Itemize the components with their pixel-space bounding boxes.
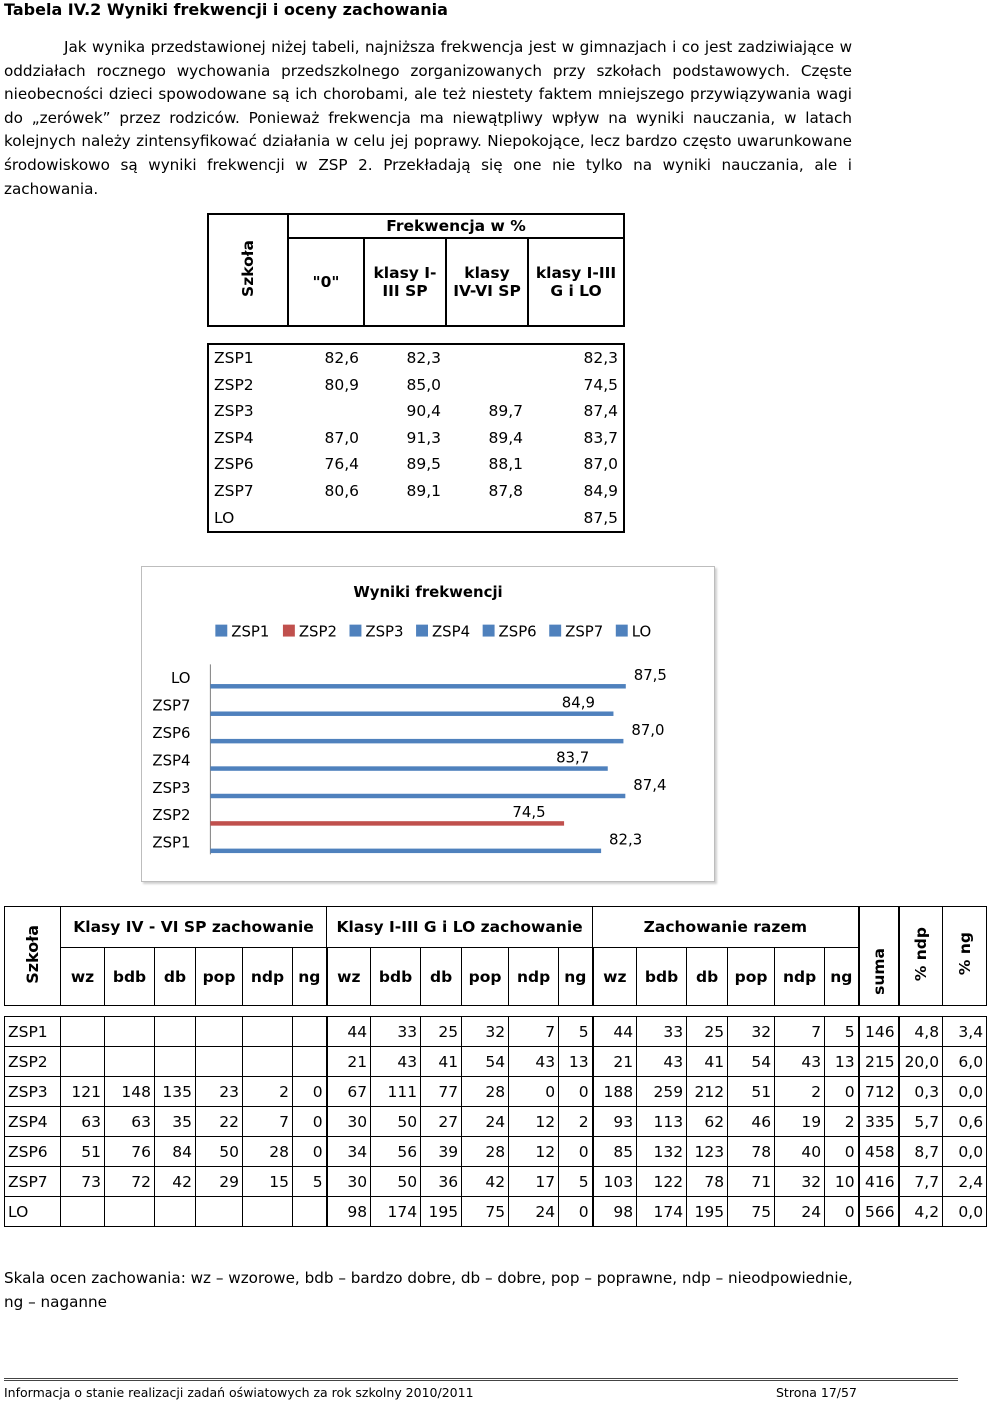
category-label: ZSP7 bbox=[152, 696, 191, 715]
behaviour-value: 5 bbox=[293, 1167, 327, 1197]
behaviour-value: 32 bbox=[728, 1017, 775, 1047]
footer-title: Informacja o stanie realizacji zadań oświatowych za rok szkolny 2010/2011 bbox=[4, 1385, 474, 1400]
school-name: ZSP7 bbox=[214, 481, 254, 500]
behaviour-value: 4,8 bbox=[899, 1017, 943, 1047]
pct-ng-header: % ng bbox=[955, 932, 974, 976]
behaviour-value: 2 bbox=[775, 1077, 825, 1107]
behaviour-value: 712 bbox=[859, 1077, 899, 1107]
behaviour-value: 21 bbox=[327, 1047, 371, 1077]
behaviour-value: 28 bbox=[462, 1077, 509, 1107]
legend-label: ZSP1 bbox=[231, 622, 270, 641]
behaviour-value: 32 bbox=[462, 1017, 509, 1047]
behaviour-value: 51 bbox=[61, 1137, 105, 1167]
behaviour-value: 77 bbox=[421, 1077, 462, 1107]
behaviour-value: 72 bbox=[105, 1167, 155, 1197]
behaviour-value: 3,4 bbox=[943, 1017, 987, 1047]
group-header-i-iii: Klasy I-III G i LO zachowanie bbox=[327, 907, 593, 948]
attendance-row bbox=[208, 372, 624, 399]
behaviour-value: 0 bbox=[559, 1137, 593, 1167]
attendance-value: 87,0 bbox=[324, 428, 359, 447]
behaviour-value: 195 bbox=[687, 1197, 728, 1227]
behaviour-value: 40 bbox=[775, 1137, 825, 1167]
behaviour-value: 54 bbox=[462, 1047, 509, 1077]
legend-swatch bbox=[549, 625, 561, 637]
behaviour-row bbox=[5, 1047, 987, 1077]
school-name: ZSP4 bbox=[5, 1107, 61, 1137]
attendance-row bbox=[208, 478, 624, 505]
category-label: LO bbox=[171, 669, 191, 688]
behaviour-value: 13 bbox=[825, 1047, 859, 1077]
behaviour-value: 51 bbox=[728, 1077, 775, 1107]
bar-value-label: 82,3 bbox=[609, 830, 643, 849]
behaviour-value: 36 bbox=[421, 1167, 462, 1197]
legend-label: ZSP3 bbox=[365, 622, 404, 641]
pct-ndp-header-cell bbox=[899, 907, 943, 1006]
behaviour-value: 123 bbox=[687, 1137, 728, 1167]
behaviour-value: 0,0 bbox=[943, 1197, 987, 1227]
legend-swatch bbox=[616, 625, 628, 637]
bar-value-label: 83,7 bbox=[556, 748, 590, 767]
behaviour-value bbox=[61, 1017, 105, 1047]
behaviour-value: 43 bbox=[509, 1047, 559, 1077]
behaviour-value: 54 bbox=[728, 1047, 775, 1077]
bar-value-label: 87,0 bbox=[631, 720, 665, 739]
behaviour-row bbox=[5, 1017, 987, 1047]
behaviour-value: 111 bbox=[371, 1077, 421, 1107]
school-name: ZSP2 bbox=[5, 1047, 61, 1077]
behaviour-value: 30 bbox=[327, 1107, 371, 1137]
grade-scale-note: Skala ocen zachowania: wz – wzorowe, bdb – bardzo dobre, db – dobre, pop – poprawne, ndp – nieodpowiednie, ng – naganne bbox=[4, 1269, 853, 1311]
grade-header: ndp bbox=[243, 948, 293, 1006]
attendance-value: 82,3 bbox=[583, 349, 618, 367]
behaviour-value: 121 bbox=[61, 1077, 105, 1107]
school-header-cell bbox=[208, 214, 288, 326]
school-name: ZSP6 bbox=[5, 1137, 61, 1167]
behaviour-value: 174 bbox=[637, 1197, 687, 1227]
attendance-value bbox=[446, 344, 528, 372]
behaviour-value: 33 bbox=[637, 1017, 687, 1047]
behaviour-value bbox=[196, 1047, 243, 1077]
attendance-value: 85,0 bbox=[406, 375, 441, 394]
behaviour-value: 46 bbox=[728, 1107, 775, 1137]
behaviour-value: 174 bbox=[371, 1197, 421, 1227]
attendance-value: 82,6 bbox=[324, 349, 359, 367]
attendance-row bbox=[208, 398, 624, 425]
bar-value-label: 84,9 bbox=[561, 693, 595, 712]
bar bbox=[210, 849, 601, 853]
behaviour-value: 19 bbox=[775, 1107, 825, 1137]
behaviour-value bbox=[105, 1017, 155, 1047]
behaviour-value: 44 bbox=[593, 1017, 637, 1047]
attendance-row bbox=[208, 451, 624, 478]
behaviour-row bbox=[5, 1167, 987, 1197]
attendance-value: 80,9 bbox=[324, 375, 359, 394]
behaviour-value: 113 bbox=[637, 1107, 687, 1137]
legend-label: LO bbox=[631, 622, 652, 641]
behaviour-value bbox=[243, 1017, 293, 1047]
grade-header: db bbox=[687, 948, 728, 1006]
grade-header: wz bbox=[593, 948, 637, 1006]
behaviour-value: 0 bbox=[509, 1077, 559, 1107]
behaviour-value: 41 bbox=[687, 1047, 728, 1077]
behaviour-value: 2 bbox=[243, 1077, 293, 1107]
behaviour-value: 5 bbox=[559, 1167, 593, 1197]
behaviour-value: 32 bbox=[775, 1167, 825, 1197]
bar bbox=[210, 684, 625, 688]
behaviour-value bbox=[155, 1197, 196, 1227]
behaviour-value: 0 bbox=[293, 1077, 327, 1107]
school-name: ZSP1 bbox=[214, 349, 254, 367]
behaviour-value: 7 bbox=[243, 1107, 293, 1137]
school-name: ZSP4 bbox=[214, 428, 254, 447]
behaviour-value: 5 bbox=[825, 1017, 859, 1047]
attendance-value: 89,1 bbox=[406, 481, 441, 500]
behaviour-row bbox=[5, 1107, 987, 1137]
bar bbox=[210, 711, 613, 715]
legend-label: ZSP4 bbox=[431, 622, 471, 641]
behaviour-value: 50 bbox=[371, 1107, 421, 1137]
school-name: ZSP7 bbox=[5, 1167, 61, 1197]
attendance-value: 74,5 bbox=[583, 375, 618, 394]
behaviour-value: 50 bbox=[371, 1167, 421, 1197]
behaviour-value: 98 bbox=[593, 1197, 637, 1227]
behaviour-value: 416 bbox=[859, 1167, 899, 1197]
behaviour-value: 75 bbox=[728, 1197, 775, 1227]
school-name: ZSP3 bbox=[5, 1077, 61, 1107]
behaviour-value: 28 bbox=[462, 1137, 509, 1167]
bar bbox=[210, 821, 564, 825]
grade-header: pop bbox=[196, 948, 243, 1006]
behaviour-value bbox=[196, 1197, 243, 1227]
behaviour-value: 28 bbox=[243, 1137, 293, 1167]
behaviour-value: 84 bbox=[155, 1137, 196, 1167]
behaviour-value: 148 bbox=[105, 1077, 155, 1107]
grade-header: wz bbox=[327, 948, 371, 1006]
attendance-value: 87,0 bbox=[583, 455, 618, 474]
behaviour-value: 135 bbox=[155, 1077, 196, 1107]
behaviour-value: 43 bbox=[775, 1047, 825, 1077]
behaviour-value bbox=[155, 1047, 196, 1077]
behaviour-value: 5,7 bbox=[899, 1107, 943, 1137]
attendance-chart bbox=[141, 566, 715, 882]
attendance-value bbox=[288, 398, 364, 425]
school-name: ZSP2 bbox=[214, 375, 254, 394]
behaviour-value: 56 bbox=[371, 1137, 421, 1167]
behaviour-value: 30 bbox=[327, 1167, 371, 1197]
behaviour-value: 43 bbox=[371, 1047, 421, 1077]
bar-value-label: 74,5 bbox=[512, 803, 546, 822]
behaviour-value: 25 bbox=[687, 1017, 728, 1047]
behaviour-value: 24 bbox=[509, 1197, 559, 1227]
attendance-row bbox=[208, 505, 624, 533]
grade-header: db bbox=[421, 948, 462, 1006]
behaviour-value: 2 bbox=[559, 1107, 593, 1137]
bar bbox=[210, 766, 607, 770]
behaviour-table bbox=[4, 906, 987, 1227]
behaviour-value: 0,3 bbox=[899, 1077, 943, 1107]
grade-header: ng bbox=[559, 948, 593, 1006]
behaviour-value bbox=[243, 1047, 293, 1077]
behaviour-value: 34 bbox=[327, 1137, 371, 1167]
behaviour-value: 75 bbox=[462, 1197, 509, 1227]
legend-label: ZSP7 bbox=[565, 622, 604, 641]
grade-header: wz bbox=[61, 948, 105, 1006]
school-name: ZSP1 bbox=[5, 1017, 61, 1047]
behaviour-value: 85 bbox=[593, 1137, 637, 1167]
school-name: ZSP3 bbox=[214, 402, 254, 421]
attendance-row bbox=[208, 344, 624, 372]
grade-header: bdb bbox=[637, 948, 687, 1006]
behaviour-value: 67 bbox=[327, 1077, 371, 1107]
col-header: klasy IV-VI SP bbox=[446, 238, 528, 326]
behaviour-value: 8,7 bbox=[899, 1137, 943, 1167]
behaviour-value: 39 bbox=[421, 1137, 462, 1167]
attendance-value bbox=[288, 505, 364, 533]
grade-header: pop bbox=[462, 948, 509, 1006]
behaviour-value: 215 bbox=[859, 1047, 899, 1077]
attendance-value bbox=[446, 505, 528, 533]
legend-swatch bbox=[350, 625, 362, 637]
attendance-value: 84,9 bbox=[583, 481, 618, 500]
bar bbox=[210, 794, 625, 798]
suma-header-cell bbox=[859, 907, 899, 1006]
legend-swatch bbox=[283, 625, 295, 637]
behaviour-value: 7 bbox=[509, 1017, 559, 1047]
behaviour-value: 0 bbox=[293, 1137, 327, 1167]
behaviour-value bbox=[243, 1197, 293, 1227]
behaviour-value bbox=[293, 1047, 327, 1077]
school-header-cell bbox=[5, 907, 61, 1006]
attendance-value: 80,6 bbox=[324, 481, 359, 500]
behaviour-value: 17 bbox=[509, 1167, 559, 1197]
category-label: ZSP1 bbox=[152, 833, 191, 852]
behaviour-value bbox=[61, 1197, 105, 1227]
col-header: "0" bbox=[288, 238, 364, 326]
behaviour-value: 50 bbox=[196, 1137, 243, 1167]
category-label: ZSP2 bbox=[152, 806, 191, 825]
legend-swatch bbox=[416, 625, 428, 637]
category-label: ZSP4 bbox=[152, 751, 191, 770]
grade-header: bdb bbox=[371, 948, 421, 1006]
behaviour-value: 23 bbox=[196, 1077, 243, 1107]
behaviour-value: 146 bbox=[859, 1017, 899, 1047]
legend-label: ZSP6 bbox=[498, 622, 537, 641]
behaviour-value: 22 bbox=[196, 1107, 243, 1137]
attendance-row bbox=[208, 425, 624, 452]
behaviour-value: 63 bbox=[61, 1107, 105, 1137]
behaviour-value: 78 bbox=[728, 1137, 775, 1167]
attendance-value: 89,4 bbox=[488, 428, 523, 447]
behaviour-value: 0,0 bbox=[943, 1137, 987, 1167]
attendance-value: 76,4 bbox=[324, 455, 359, 474]
bar-value-label: 87,4 bbox=[633, 775, 667, 794]
behaviour-value: 5 bbox=[559, 1017, 593, 1047]
behaviour-value: 35 bbox=[155, 1107, 196, 1137]
school-name: LO bbox=[5, 1197, 61, 1227]
grade-header: ndp bbox=[509, 948, 559, 1006]
attendance-table bbox=[207, 213, 625, 533]
behaviour-value: 122 bbox=[637, 1167, 687, 1197]
behaviour-value: 42 bbox=[462, 1167, 509, 1197]
behaviour-value: 195 bbox=[421, 1197, 462, 1227]
behaviour-row bbox=[5, 1137, 987, 1167]
behaviour-value: 132 bbox=[637, 1137, 687, 1167]
school-header: Szkoła bbox=[239, 239, 257, 297]
behaviour-value: 13 bbox=[559, 1047, 593, 1077]
col-header: klasy I-III G i LO bbox=[528, 238, 624, 326]
page-heading: Tabela IV.2 Wyniki frekwencji i oceny zachowania bbox=[4, 0, 448, 19]
behaviour-value: 103 bbox=[593, 1167, 637, 1197]
attendance-value bbox=[446, 372, 528, 399]
bar bbox=[210, 739, 623, 743]
group-header-total: Zachowanie razem bbox=[593, 907, 859, 948]
behaviour-value: 212 bbox=[687, 1077, 728, 1107]
behaviour-value: 6,0 bbox=[943, 1047, 987, 1077]
behaviour-value: 0 bbox=[825, 1197, 859, 1227]
attendance-value: 82,3 bbox=[406, 349, 441, 367]
grade-header: ndp bbox=[775, 948, 825, 1006]
bar-value-label: 87,5 bbox=[633, 666, 667, 685]
school-name: ZSP6 bbox=[214, 455, 254, 474]
behaviour-value: 78 bbox=[687, 1167, 728, 1197]
behaviour-value bbox=[61, 1047, 105, 1077]
behaviour-value: 93 bbox=[593, 1107, 637, 1137]
attendance-value: 89,5 bbox=[406, 455, 441, 474]
behaviour-value: 0 bbox=[293, 1107, 327, 1137]
school-name: LO bbox=[214, 508, 235, 527]
attendance-value: 83,7 bbox=[583, 428, 618, 447]
grade-header: bdb bbox=[105, 948, 155, 1006]
attendance-value: 87,4 bbox=[583, 402, 618, 421]
chart-title: Wyniki frekwencji bbox=[353, 582, 503, 601]
behaviour-value: 76 bbox=[105, 1137, 155, 1167]
attendance-value: 89,7 bbox=[488, 402, 523, 421]
behaviour-value: 2 bbox=[825, 1107, 859, 1137]
behaviour-value: 24 bbox=[775, 1197, 825, 1227]
behaviour-value: 2,4 bbox=[943, 1167, 987, 1197]
behaviour-value: 188 bbox=[593, 1077, 637, 1107]
behaviour-value: 62 bbox=[687, 1107, 728, 1137]
school-header: Szkoła bbox=[23, 924, 42, 984]
behaviour-value bbox=[293, 1197, 327, 1227]
footer-divider bbox=[4, 1378, 958, 1381]
behaviour-value: 335 bbox=[859, 1107, 899, 1137]
legend-swatch bbox=[215, 625, 227, 637]
behaviour-value: 25 bbox=[421, 1017, 462, 1047]
behaviour-row bbox=[5, 1197, 987, 1227]
behaviour-value bbox=[155, 1017, 196, 1047]
group-header-iv-vi: Klasy IV - VI SP zachowanie bbox=[61, 907, 327, 948]
behaviour-value: 63 bbox=[105, 1107, 155, 1137]
pct-ng-header-cell bbox=[943, 907, 987, 1006]
behaviour-value: 43 bbox=[637, 1047, 687, 1077]
behaviour-value: 458 bbox=[859, 1137, 899, 1167]
attendance-value: 87,8 bbox=[488, 481, 523, 500]
attendance-value bbox=[364, 505, 446, 533]
behaviour-value: 4,2 bbox=[899, 1197, 943, 1227]
grade-header: pop bbox=[728, 948, 775, 1006]
page-number: Strona 17/57 bbox=[776, 1385, 857, 1400]
behaviour-value: 44 bbox=[327, 1017, 371, 1047]
legend-label: ZSP2 bbox=[298, 622, 337, 641]
behaviour-value: 0 bbox=[559, 1197, 593, 1227]
behaviour-value: 21 bbox=[593, 1047, 637, 1077]
intro-paragraph: Jak wynika przedstawionej niżej tabeli, najniższa frekwencja jest w gimnazjach i co jest zadziwiające w oddziałach rocznego wychowania przedszkolnego zorganizowanych przy szkołach podstawowych. Częste nieobecności dzieci spowodowane są ich chorobami, ale też niestety faktem mniejszego przywiązywania wagi do „zerówek” przez rodziców. Ponieważ frekwencja ma niewątpliwy wpływ na wyniki nauczania, w latach kolejnych należy zintensyfikować działania w celu jej poprawy. Niepokojące, lecz bardzo często uwarunkowane środowiskowo są wyniki frekwencji w ZSP 2. Przekładają się one nie tylko na wyniki nauczania, ale i zachowania. bbox=[4, 38, 852, 198]
behaviour-value bbox=[293, 1017, 327, 1047]
col-header: klasy I-III SP bbox=[364, 238, 446, 326]
behaviour-value: 0,6 bbox=[943, 1107, 987, 1137]
category-label: ZSP6 bbox=[152, 723, 191, 742]
suma-header: suma bbox=[869, 948, 888, 995]
behaviour-value: 15 bbox=[243, 1167, 293, 1197]
grade-header: ng bbox=[825, 948, 859, 1006]
behaviour-value: 98 bbox=[327, 1197, 371, 1227]
behaviour-value: 10 bbox=[825, 1167, 859, 1197]
behaviour-value: 42 bbox=[155, 1167, 196, 1197]
legend-swatch bbox=[483, 625, 495, 637]
behaviour-value: 33 bbox=[371, 1017, 421, 1047]
behaviour-value: 41 bbox=[421, 1047, 462, 1077]
behaviour-value bbox=[105, 1047, 155, 1077]
behaviour-value bbox=[105, 1197, 155, 1227]
category-label: ZSP3 bbox=[152, 778, 191, 797]
behaviour-value: 7 bbox=[775, 1017, 825, 1047]
behaviour-value: 73 bbox=[61, 1167, 105, 1197]
behaviour-value: 0 bbox=[825, 1137, 859, 1167]
attendance-group-header: Frekwencja w % bbox=[288, 214, 624, 238]
grade-header: db bbox=[155, 948, 196, 1006]
behaviour-value: 20,0 bbox=[899, 1047, 943, 1077]
attendance-value: 88,1 bbox=[488, 455, 523, 474]
behaviour-value: 27 bbox=[421, 1107, 462, 1137]
behaviour-value: 71 bbox=[728, 1167, 775, 1197]
grade-header: ng bbox=[293, 948, 327, 1006]
behaviour-value: 0 bbox=[559, 1077, 593, 1107]
attendance-value: 87,5 bbox=[583, 508, 618, 527]
behaviour-value: 0 bbox=[825, 1077, 859, 1107]
behaviour-value: 24 bbox=[462, 1107, 509, 1137]
pct-ndp-header: % ndp bbox=[911, 926, 930, 982]
attendance-value: 91,3 bbox=[406, 428, 441, 447]
behaviour-value bbox=[196, 1017, 243, 1047]
behaviour-value: 29 bbox=[196, 1167, 243, 1197]
behaviour-row bbox=[5, 1077, 987, 1107]
behaviour-value: 7,7 bbox=[899, 1167, 943, 1197]
behaviour-value: 12 bbox=[509, 1137, 559, 1167]
behaviour-value: 566 bbox=[859, 1197, 899, 1227]
behaviour-value: 259 bbox=[637, 1077, 687, 1107]
behaviour-value: 12 bbox=[509, 1107, 559, 1137]
behaviour-value: 0,0 bbox=[943, 1077, 987, 1107]
attendance-value: 90,4 bbox=[406, 402, 441, 421]
